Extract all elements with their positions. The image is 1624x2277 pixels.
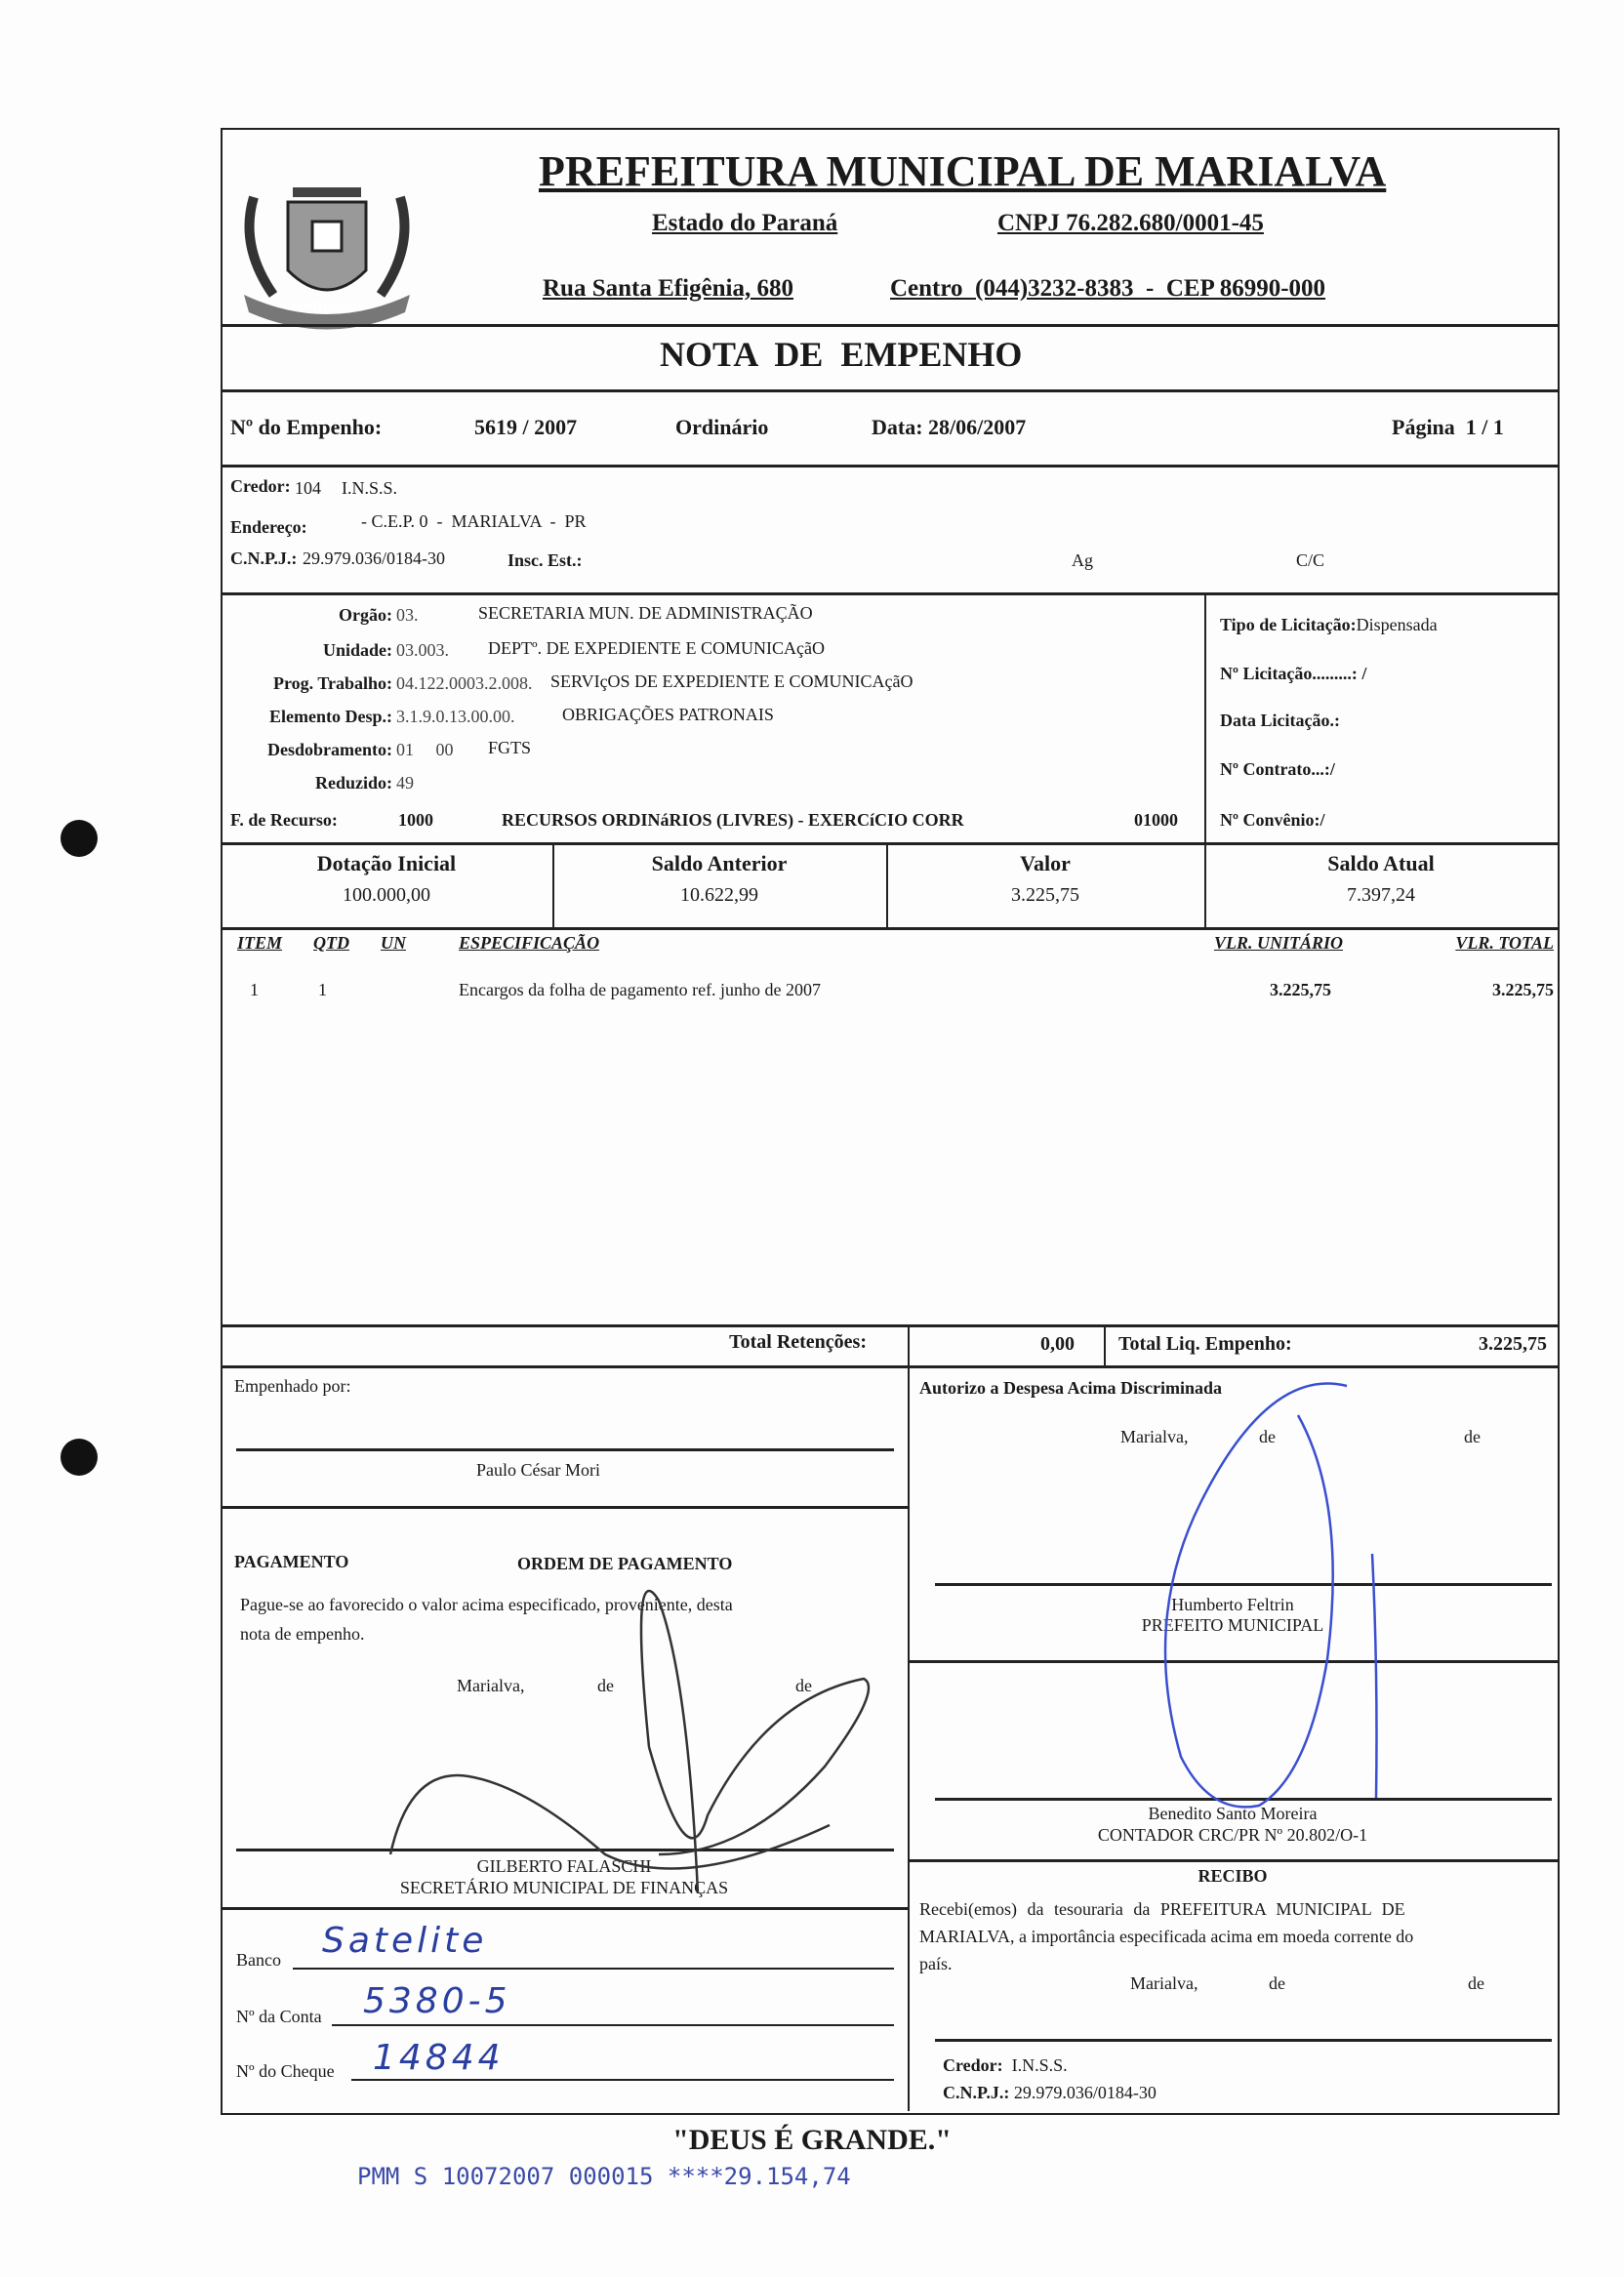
recurso-code: 1000 bbox=[398, 810, 433, 830]
budget-label: Desdobramento: bbox=[267, 740, 392, 759]
recibo-de-2: de bbox=[1468, 1973, 1484, 1993]
pagamento-de: de bbox=[597, 1676, 614, 1695]
credor-code: 104 bbox=[295, 478, 321, 498]
budget-label: Orgão: bbox=[339, 605, 392, 625]
balance-value: 7.397,24 bbox=[1347, 884, 1415, 906]
budget-code: 49 bbox=[396, 773, 414, 793]
budget-description: SERVIçOS DE EXPEDIENTE E COMUNICAçãO bbox=[550, 671, 914, 691]
items-column-header: VLR. UNITÁRIO bbox=[1213, 933, 1343, 953]
contador-role: CONTADOR CRC/PR Nº 20.802/O-1 bbox=[1097, 1825, 1368, 1845]
recibo-text-3: país. bbox=[919, 1954, 953, 1973]
budget-code: 3.1.9.0.13.00.00. bbox=[396, 707, 515, 726]
empenhado-label: Empenhado por: bbox=[234, 1376, 351, 1396]
budget-code: 01 00 bbox=[396, 740, 454, 759]
header-contact: Centro (044)3232-8383 - CEP 86990-000 bbox=[890, 275, 1326, 302]
recibo-title: RECIBO bbox=[1198, 1866, 1268, 1886]
empenho-type: Ordinário bbox=[675, 415, 769, 439]
prefeito-name: Humberto Feltrin bbox=[1171, 1595, 1294, 1614]
cheque-value: 14844 bbox=[373, 2038, 505, 2078]
header-cnpj: CNPJ 76.282.680/0001-45 bbox=[997, 210, 1264, 236]
pagamento-text: Pague-se ao favorecido o valor acima especificado, proveniente, desta bbox=[240, 1595, 733, 1614]
ordem-pagamento-label: ORDEM DE PAGAMENTO bbox=[517, 1554, 733, 1573]
svg-text:MARIALVA: MARIALVA bbox=[292, 298, 362, 313]
budget-description: DEPTº. DE EXPEDIENTE E COMUNICAçãO bbox=[488, 638, 826, 658]
ag-label: Ag bbox=[1072, 550, 1093, 570]
insc-label: Insc. Est.: bbox=[508, 550, 583, 570]
total-liquido-value: 3.225,75 bbox=[1479, 1333, 1547, 1355]
header-address: Rua Santa Efigênia, 680 bbox=[543, 275, 793, 302]
pagamento-label: PAGAMENTO bbox=[234, 1552, 349, 1571]
item-specification: Encargos da folha de pagamento ref. junho de 2007 bbox=[459, 980, 822, 999]
budget-code: 03.003. bbox=[396, 640, 449, 660]
cnpj-label: C.N.P.J.: bbox=[230, 549, 298, 568]
binder-hole bbox=[61, 1439, 98, 1476]
items-column-header: ITEM bbox=[237, 933, 283, 953]
footer-motto: "DEUS É GRANDE." bbox=[672, 2124, 952, 2156]
empenho-number: 5619 / 2007 bbox=[474, 415, 578, 439]
conta-value: 5380-5 bbox=[363, 1981, 511, 2021]
credor-address: - C.E.P. 0 - MARIALVA - PR bbox=[361, 511, 587, 531]
payment-stamp: PMM S 10072007 000015 ****29.154,74 bbox=[357, 2163, 851, 2190]
page-number: Página 1 / 1 bbox=[1392, 415, 1504, 439]
licitacao-tipo: Tipo de Licitação:Dispensada bbox=[1220, 615, 1438, 634]
balance-label: Dotação Inicial bbox=[316, 851, 457, 875]
recibo-cnpj: C.N.P.J.: 29.979.036/0184-30 bbox=[943, 2083, 1157, 2102]
recibo-place: Marialva, bbox=[1130, 1973, 1198, 1993]
budget-description: FGTS bbox=[488, 738, 532, 757]
document-title: NOTA DE EMPENHO bbox=[660, 335, 1023, 374]
balance-value: 10.622,99 bbox=[680, 884, 758, 906]
contador-name: Benedito Santo Moreira bbox=[1148, 1804, 1318, 1823]
items-column-header: UN bbox=[381, 933, 406, 953]
banco-value: Satelite bbox=[322, 1921, 488, 1961]
recibo-text-2: MARIALVA, a importância especificada acima em moeda corrente do bbox=[919, 1927, 1414, 1946]
licitacao-convenio: Nº Convênio:/ bbox=[1220, 810, 1325, 830]
pagamento-place: Marialva, bbox=[457, 1676, 525, 1695]
licitacao-contrato: Nº Contrato...:/ bbox=[1220, 759, 1335, 779]
secretario-name: GILBERTO FALASCHI bbox=[476, 1856, 652, 1876]
item-total-value: 3.225,75 bbox=[1492, 980, 1554, 999]
item-qty: 1 bbox=[318, 980, 327, 999]
items-column-header: QTD bbox=[313, 933, 349, 953]
recurso-code2: 01000 bbox=[1134, 810, 1178, 830]
header-state: Estado do Paraná bbox=[652, 210, 838, 236]
empenhado-name: Paulo César Mori bbox=[476, 1460, 600, 1480]
items-column-header: ESPECIFICAÇÃO bbox=[459, 933, 600, 953]
autorizo-place: Marialva, bbox=[1120, 1427, 1189, 1446]
items-column-header: VLR. TOTAL bbox=[1455, 933, 1554, 953]
recurso-desc: RECURSOS ORDINáRIOS (LIVRES) - EXERCíCIO CORR bbox=[502, 810, 964, 830]
total-retencoes-label: Total Retenções: bbox=[729, 1331, 867, 1353]
budget-code: 03. bbox=[396, 605, 419, 625]
total-liquido-label: Total Liq. Empenho: bbox=[1118, 1333, 1292, 1355]
budget-label: Prog. Trabalho: bbox=[272, 673, 392, 693]
secretario-role: SECRETÁRIO MUNICIPAL DE FINANÇAS bbox=[399, 1878, 729, 1897]
budget-label: Unidade: bbox=[322, 640, 392, 660]
item-unit-value: 3.225,75 bbox=[1270, 980, 1331, 999]
credor-label: Credor: bbox=[230, 476, 291, 496]
budget-label: Elemento Desp.: bbox=[269, 707, 392, 726]
balance-value: 3.225,75 bbox=[1011, 884, 1079, 906]
banco-label: Banco bbox=[236, 1950, 281, 1970]
balance-label: Saldo Atual bbox=[1327, 851, 1435, 875]
recurso-label: F. de Recurso: bbox=[230, 810, 338, 830]
budget-label: Reduzido: bbox=[314, 773, 392, 793]
total-retencoes-value: 0,00 bbox=[1040, 1333, 1075, 1355]
empenho-label: Nº do Empenho: bbox=[230, 415, 383, 439]
empenho-date: Data: 28/06/2007 bbox=[872, 415, 1027, 439]
licitacao-numero: Nº Licitação.........: / bbox=[1220, 664, 1367, 683]
item-number: 1 bbox=[250, 980, 259, 999]
pagamento-de-2: de bbox=[795, 1676, 812, 1695]
licitacao-data: Data Licitação.: bbox=[1220, 711, 1340, 730]
autorizo-de-2: de bbox=[1464, 1427, 1481, 1446]
credor-cnpj: 29.979.036/0184-30 bbox=[303, 549, 445, 568]
address-label: Endereço: bbox=[230, 517, 307, 537]
cheque-label: Nº do Cheque bbox=[236, 2061, 335, 2081]
credor-name: I.N.S.S. bbox=[342, 478, 398, 498]
prefeito-role: PREFEITO MUNICIPAL bbox=[1141, 1615, 1324, 1635]
cc-label: C/C bbox=[1296, 550, 1325, 570]
budget-code: 04.122.0003.2.008. bbox=[396, 673, 533, 693]
balance-value: 100.000,00 bbox=[343, 884, 430, 906]
budget-description: OBRIGAÇÕES PATRONAIS bbox=[562, 705, 774, 724]
balance-label: Valor bbox=[1020, 851, 1071, 875]
budget-description: SECRETARIA MUN. DE ADMINISTRAÇÃO bbox=[478, 603, 813, 623]
recibo-text: Recebi(emos) da tesouraria da PREFEITURA MUNICIPAL DE bbox=[919, 1899, 1405, 1919]
binder-hole bbox=[61, 820, 98, 857]
recibo-de: de bbox=[1269, 1973, 1285, 1993]
pagamento-text-2: nota de empenho. bbox=[240, 1624, 365, 1644]
autorizo-label: Autorizo a Despesa Acima Discriminada bbox=[919, 1378, 1222, 1398]
balance-label: Saldo Anterior bbox=[651, 851, 788, 875]
header-title: PREFEITURA MUNICIPAL DE MARIALVA bbox=[539, 147, 1387, 195]
recibo-credor: Credor: I.N.S.S. bbox=[943, 2055, 1068, 2075]
conta-label: Nº da Conta bbox=[236, 2007, 322, 2026]
autorizo-de: de bbox=[1259, 1427, 1276, 1446]
